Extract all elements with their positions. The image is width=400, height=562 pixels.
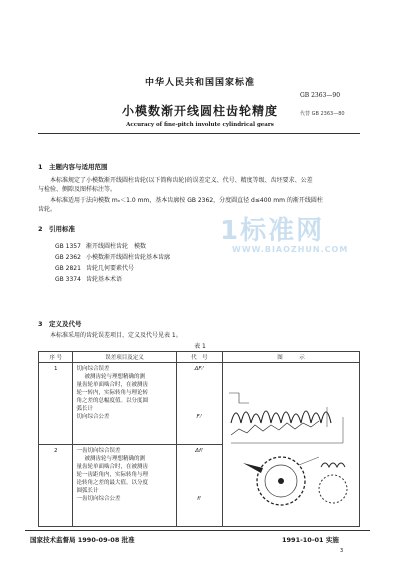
- row-symbol: Δfᵢ' fᵢ': [176, 445, 222, 527]
- section-2-heading: 2 引用标准: [38, 225, 76, 233]
- reference-item: GB 3374 齿轮基本术语: [55, 276, 123, 283]
- header-symbol: 代 号: [176, 352, 222, 363]
- header-figure: 图 示: [223, 352, 360, 363]
- row-no: 2: [39, 445, 73, 527]
- table-row: [39, 363, 360, 445]
- watermark-url: WWW.BIAOZHUN.COM: [232, 245, 349, 254]
- section-3-para: 本标准采用的齿轮误差项目、定义及代号见表 1。: [50, 332, 182, 339]
- standard-code: GB 2363—90: [300, 92, 341, 99]
- reference-item: GB 2821 齿轮几何要素代号: [55, 265, 135, 272]
- footer-rule: [25, 530, 370, 531]
- error-definition-table: [38, 351, 360, 527]
- row-no: 1: [39, 363, 73, 445]
- document-title: 小模数渐开线圆柱齿轮精度: [121, 104, 278, 118]
- effective-date: 1991-10-01 实施: [282, 536, 339, 544]
- reference-item: GB 1357 渐开线圆柱齿轮 模数: [55, 243, 147, 250]
- section-1-para-2a: 本标准适用于法向模数 mₙ＜1.0 mm，基本齿廓按 GB 2362，分度圆直径 d≤400 mm 的渐开线圆柱: [50, 197, 323, 204]
- row-definition: 切向综合误差 被测齿轮与理想精确的测 量齿轮单面啮合时，在被测齿 轮一转内，实际转角与理论转 角之差的总幅度值。以分度圆 弧长计 切向综合公差: [73, 363, 176, 445]
- header-definition: 误差项目及定义: [73, 352, 176, 363]
- gear-error-diagram: [223, 363, 359, 523]
- standard-type: 中华人民共和国国家标准: [144, 78, 255, 88]
- title-rule: [38, 133, 360, 134]
- issuer: 国家技术监督局 1990-09-08 批准: [30, 536, 135, 544]
- reference-item: GB 2362 小模数渐开线圆柱齿轮基本齿廓: [55, 254, 171, 261]
- section-3-heading: 3 定义及代号: [38, 320, 82, 328]
- watermark-logo: 1标准网: [220, 216, 325, 246]
- figure-cell: [223, 363, 360, 527]
- replaces-note: 代替 GB 2363—80: [300, 111, 345, 117]
- table-caption: 表 1: [194, 343, 206, 350]
- row-definition: 一齿切向综合误差 被测齿轮与理想精确的测 量齿轮单面啮合时，在被测齿 轮一齿距角内，实际转角与理 论转角之差的最大值。以分度 圆弧长计 一齿切向综合公差: [73, 445, 176, 527]
- header-no: 序 号: [39, 352, 73, 363]
- section-1-para-2b: 齿轮。: [38, 206, 57, 213]
- row-symbol: ΔFᵢ' Fᵢ': [176, 363, 222, 445]
- section-1-para-1a: 本标准规定了小模数渐开线圆柱齿轮(以下简称齿轮)的误差定义、代号、精度等级、齿坯要求、公差: [50, 177, 313, 184]
- section-1-para-1b: 与检验、侧隙及图样标注等。: [38, 186, 117, 193]
- document-title-en: Accuracy of fine-pitch involute cylindrical gears: [126, 122, 274, 128]
- section-1-heading: 1 主题内容与适用范围: [38, 163, 108, 171]
- page-number: 3: [340, 548, 344, 554]
